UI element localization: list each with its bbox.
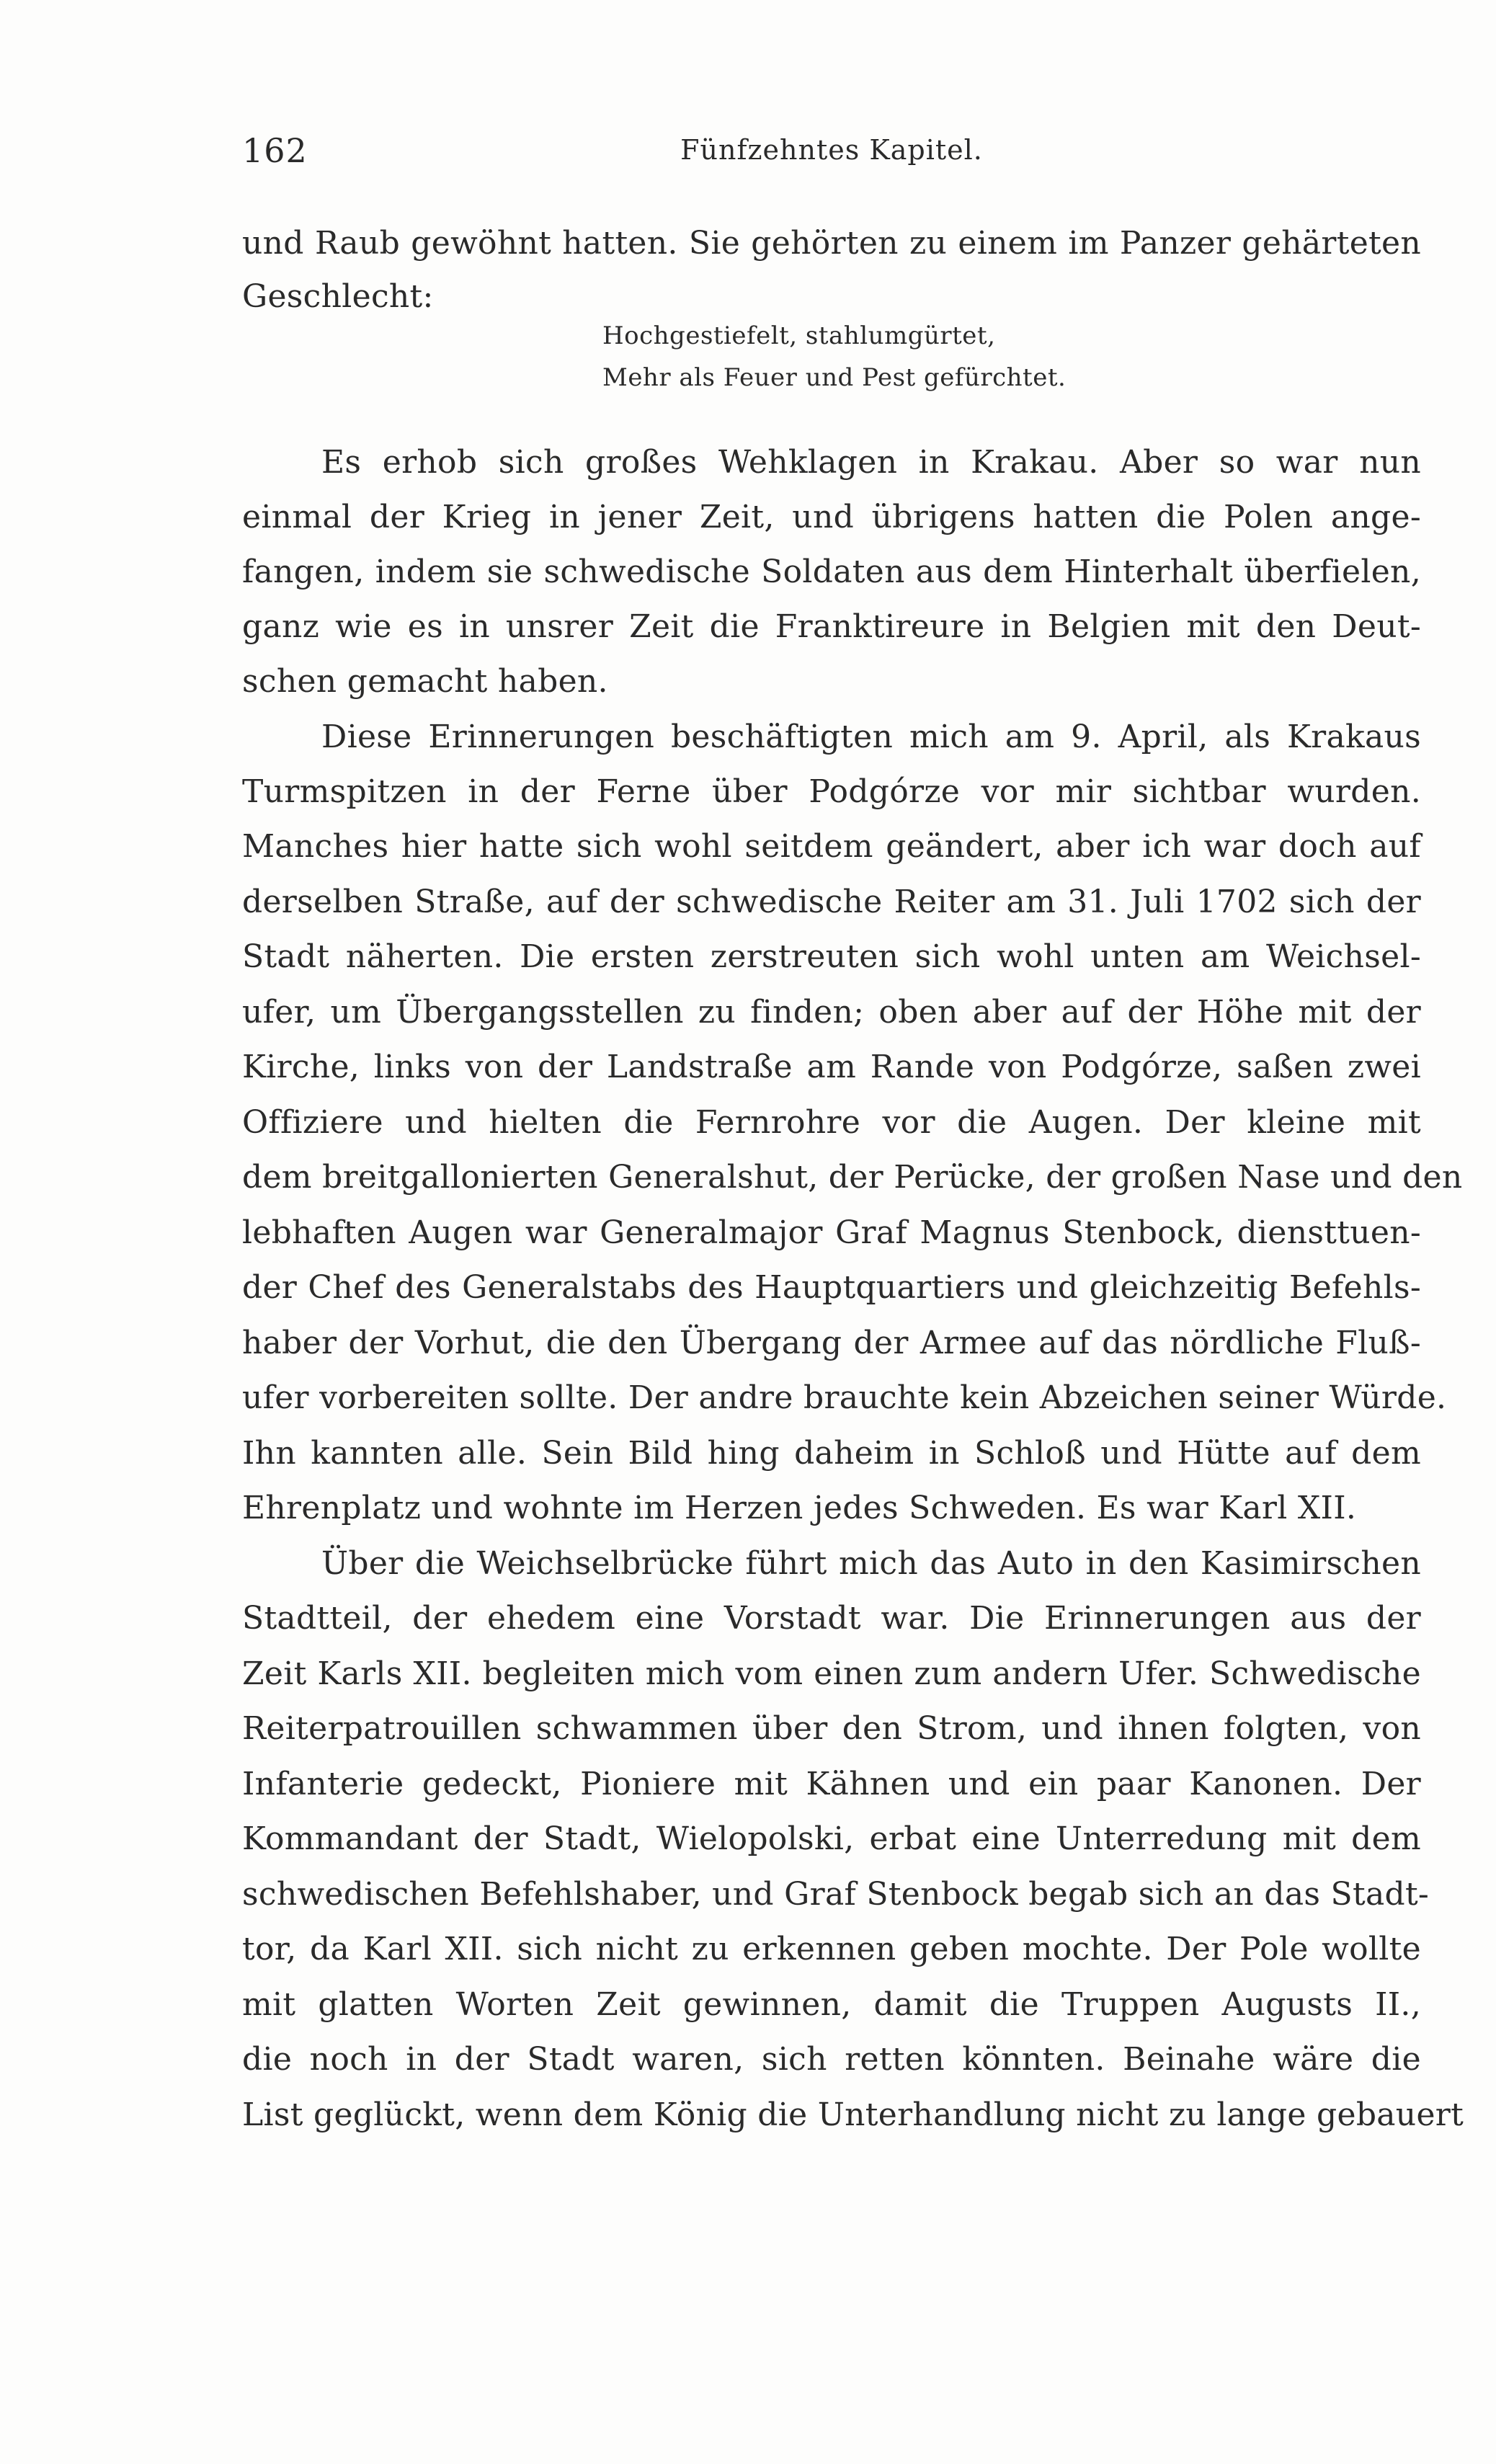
text-line: der Chef des Generalstabs des Hauptquartiers und gleichzeitig Befehls-	[242, 1269, 1421, 1306]
text-line: derselben Straße, auf der schwedische Reiter am 31. Juli 1702 sich der	[242, 884, 1421, 920]
text-line: Turmspitzen in der Ferne über Podgórze vor mir sichtbar wurden.	[242, 773, 1421, 810]
verse-line: Mehr als Feuer und Pest gefürchtet.	[602, 363, 1067, 392]
text-line: haber der Vorhut, die den Übergang der Armee auf das nördliche Fluß-	[242, 1325, 1421, 1361]
verse-line: Hochgestiefelt, stahlumgürtet,	[602, 321, 996, 350]
chapter-title: Fünfzehntes Kapitel.	[680, 134, 983, 166]
text-line: die noch in der Stadt waren, sich retten könnten. Beinahe wäre die	[242, 2041, 1421, 2078]
text-line: Geschlecht:	[242, 278, 434, 315]
text-line: Reiterpatrouillen schwammen über den Strom, und ihnen folgten, von	[242, 1710, 1421, 1747]
text-line: ganz wie es in unsrer Zeit die Franktireure in Belgien mit den Deut-	[242, 608, 1421, 645]
text-line: lebhaften Augen war Generalmajor Graf Magnus Stenbock, diensttuen-	[242, 1214, 1421, 1251]
text-line: fangen, indem sie schwedische Soldaten aus dem Hinterhalt überfielen,	[242, 553, 1421, 590]
text-line: ufer vorbereiten sollte. Der andre brauchte kein Abzeichen seiner Würde.	[242, 1379, 1447, 1416]
text-line: Stadt näherten. Die ersten zerstreuten sich wohl unten am Weichsel-	[242, 938, 1421, 975]
text-line: und Raub gewöhnt hatten. Sie gehörten zu einem im Panzer gehärteten	[242, 225, 1421, 262]
text-line: Kirche, links von der Landstraße am Rande von Podgórze, saßen zwei	[242, 1049, 1421, 1085]
text-line: tor, da Karl XII. sich nicht zu erkennen geben mochte. Der Pole wollte	[242, 1931, 1421, 1967]
text-line: Ehrenplatz und wohnte im Herzen jedes Schweden. Es war Karl XII.	[242, 1490, 1357, 1526]
text-line: einmal der Krieg in jener Zeit, und übrigens hatten die Polen ange-	[242, 499, 1421, 535]
page-number: 162	[242, 131, 308, 170]
running-head	[242, 131, 1421, 174]
text-line: Stadtteil, der ehedem eine Vorstadt war. Die Erinnerungen aus der	[242, 1600, 1421, 1637]
text-line: schwedischen Befehlshaber, und Graf Stenbock begab sich an das Stadt-	[242, 1876, 1430, 1913]
text-line: mit glatten Worten Zeit gewinnen, damit die Truppen Augusts II.,	[242, 1986, 1421, 2023]
text-line: Über die Weichselbrücke führt mich das Auto in den Kasimirschen	[321, 1545, 1421, 1582]
text-line: Diese Erinnerungen beschäftigten mich am 9. April, als Krakaus	[321, 719, 1421, 755]
text-line: List geglückt, wenn dem König die Unterhandlung nicht zu lange gebauert	[242, 2096, 1464, 2133]
text-line: Manches hier hatte sich wohl seitdem geändert, aber ich war doch auf	[242, 828, 1421, 865]
text-line: dem breitgallonierten Generalshut, der Perücke, der großen Nase und den	[242, 1159, 1463, 1196]
text-line: Offiziere und hielten die Fernrohre vor die Augen. Der kleine mit	[242, 1104, 1421, 1141]
text-line: Zeit Karls XII. begleiten mich vom einen zum andern Ufer. Schwedische	[242, 1655, 1421, 1692]
text-line: Ihn kannten alle. Sein Bild hing daheim in Schloß und Hütte auf dem	[242, 1435, 1421, 1472]
text-line: Kommandant der Stadt, Wielopolski, erbat eine Unterredung mit dem	[242, 1820, 1421, 1857]
text-line: Infanterie gedeckt, Pioniere mit Kähnen und ein paar Kanonen. Der	[242, 1766, 1421, 1802]
text-line: schen gemacht haben.	[242, 663, 608, 700]
text-line: ufer, um Übergangsstellen zu finden; oben aber auf der Höhe mit der	[242, 994, 1421, 1031]
text-line: Es erhob sich großes Wehklagen in Krakau. Aber so war nun	[321, 444, 1421, 481]
